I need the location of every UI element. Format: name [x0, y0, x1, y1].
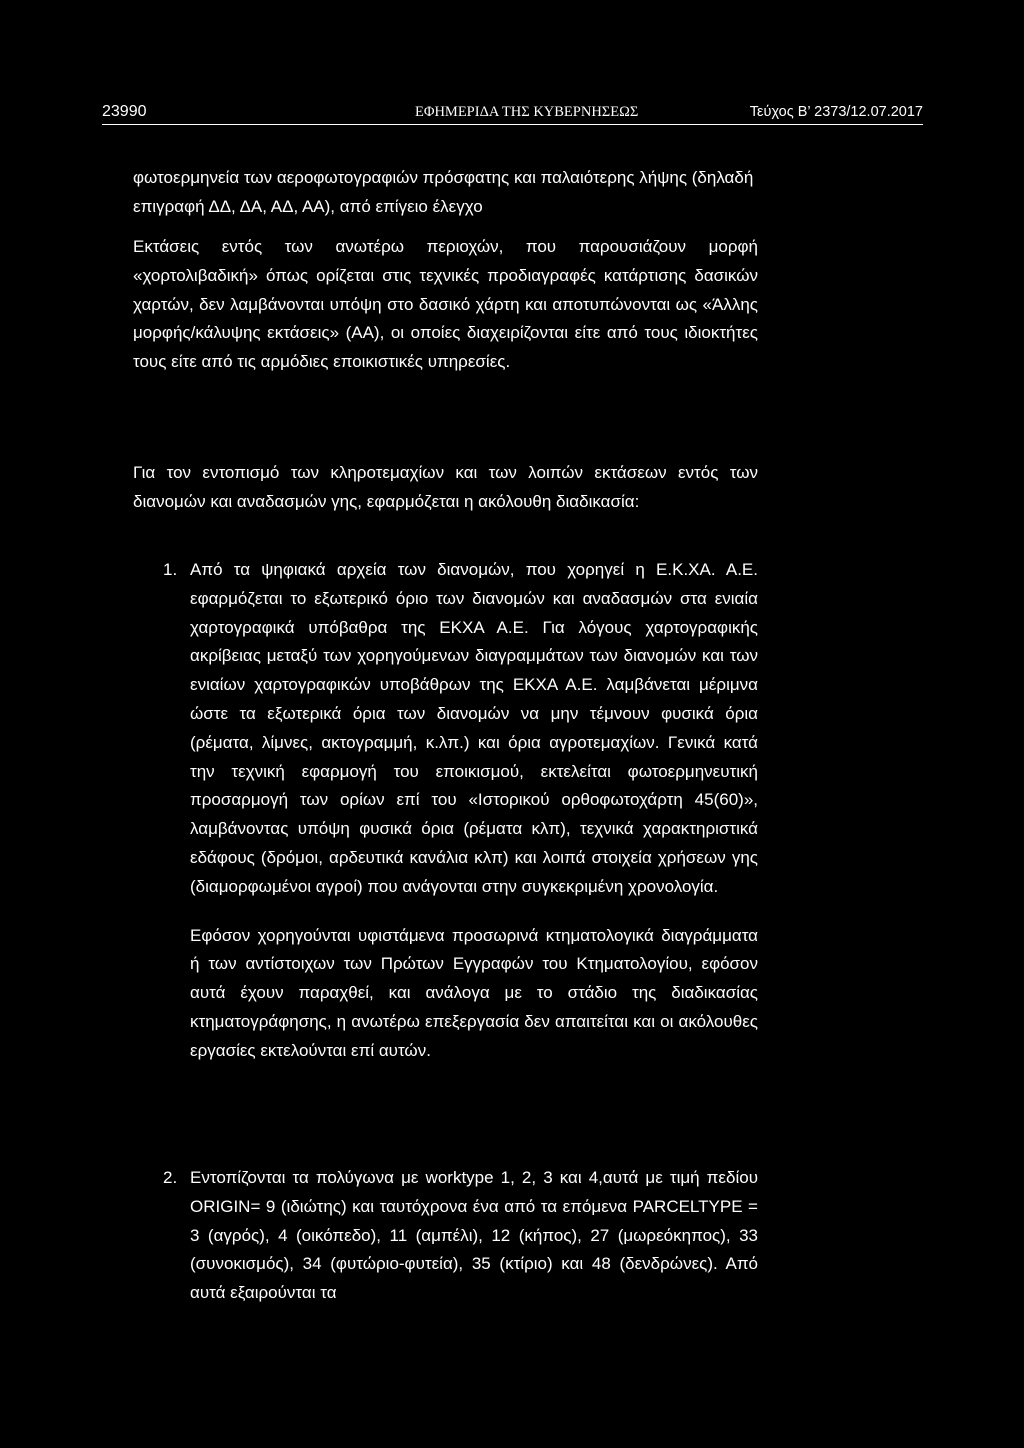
list-item-number: 1.	[163, 560, 178, 579]
list-item-text: Εντοπίζονται τα πολύγωνα με worktype 1, 2, 3 και 4,αυτά με τιμή πεδίου ORIGIN= 9 (ιδιώτης) και ταυτόχρονα ένα από τα επόμενα PARCELTYPE = 3 (αγρός), 4 (οικόπεδο), 11 (αμπέλι), 12 (κήπος), 27 (μωρεόκηπος), 33 (συνοκισμός), 34 (φυτώριο-φυτεία), 35 (κτίριο) και 48 (δενδρώνες). Από αυτά εξαιρούνται τα	[190, 1168, 758, 1303]
page-number: 23990	[102, 103, 147, 120]
page-header	[102, 102, 923, 125]
paragraph-grassland-areas: Εκτάσεις εντός των ανωτέρω περιοχών, που παρουσιάζουν μορφή «χορτολιβαδική» όπως ορίζεται στις τεχνικές προδιαγραφές κατάρτισης δασικών χαρτών, δεν λαμβάνονται υπόψη στο δασικό χάρτη και αποτυπώνονται ως «Άλλης μορφής/κάλυψης εκτάσεις» (ΑΑ), οι οποίες διαχειρίζονται είτε από τους ιδιοκτήτες τους είτε από τις αρμόδιες εποικιστικές υπηρεσίες.	[133, 237, 758, 372]
gazette-title: ΕΦΗΜΕΡΙΔΑ ΤΗΣ ΚΥΒΕΡΝΗΣΕΩΣ	[415, 104, 639, 120]
list-item-subtext: Εφόσον χορηγούνται υφιστάμενα προσωρινά κτηματολογικά διαγράμματα ή των αντίστοιχων των Πρώτων Εγγραφών του Κτηματολογίου, εφόσον αυτά έχουν παραχθεί, και ανάλογα με το στάδιο της διαδικασίας κτηματογράφησης, η ανωτέρω επεξεργασία δεν απαιτείται και οι ακόλουθες εργασίες εκτελούνται επί αυτών.	[190, 925, 758, 1060]
paragraph-photo-interpretation: φωτοερμηνεία των αεροφωτογραφιών πρόσφατης και παλαιότερης λήψης (δηλαδή επιγραφή ΔΔ, ΔΑ, ΑΔ, ΑΑ), από επίγειο έλεγχο	[133, 168, 754, 216]
paragraph-procedure-intro: Για τον εντοπισμό των κληροτεμαχίων και των λοιπών εκτάσεων εντός των διανομών και αναδασμών γης, εφαρμόζεται η ακόλουθη διαδικασία:	[133, 463, 758, 511]
list-item-2	[163, 1164, 758, 1308]
list-item-text: Από τα ψηφιακά αρχεία των διανομών, που χορηγεί η Ε.Κ.ΧΑ. Α.Ε. εφαρμόζεται το εξωτερικό όριο των διανομών και αναδασμών στα ενιαία χαρτογραφικά υπόβαθρα της ΕΚΧΑ Α.Ε. Για λόγους χαρτογραφικής ακρίβειας μεταξύ των χορηγούμενων διαγραμμάτων των διανομών και των ενιαίων χαρτογραφικών υποβάθρων της ΕΚΧΑ Α.Ε. λαμβάνεται μέριμνα ώστε τα εξωτερικά όρια των διανομών να μην τέμνουν φυσικά όρια (ρέματα, λίμνες, ακτογραμμή, κ.λπ.) και όρια αγροτεμαχίων. Γενικά κατά την τεχνική εφαρμογή του εποικισμού, εκτελείται φωτοερμηνευτική προσαρμογή των ορίων επί του «Ιστορικού ορθοφωτοχάρτη 45(60)», λαμβάνοντας υπόψη φυσικά όρια (ρέματα κλπ), τεχνικά χαρακτηριστικά εδάφους (δρόμοι, αρδευτικά κανάλια κλπ) και λοιπά στοιχεία χρήσεων γης (διαμορφωμένοι αγροί) που ανάγονται στην συγκεκριμένη χρονολογία.	[190, 560, 758, 896]
list-item-1	[163, 556, 758, 1066]
issue-info: Τεύχος Β’ 2373/12.07.2017	[749, 104, 923, 120]
list-item-body	[190, 1164, 758, 1308]
list-item-body	[190, 556, 758, 1066]
list-item-number: 2.	[163, 1168, 178, 1187]
